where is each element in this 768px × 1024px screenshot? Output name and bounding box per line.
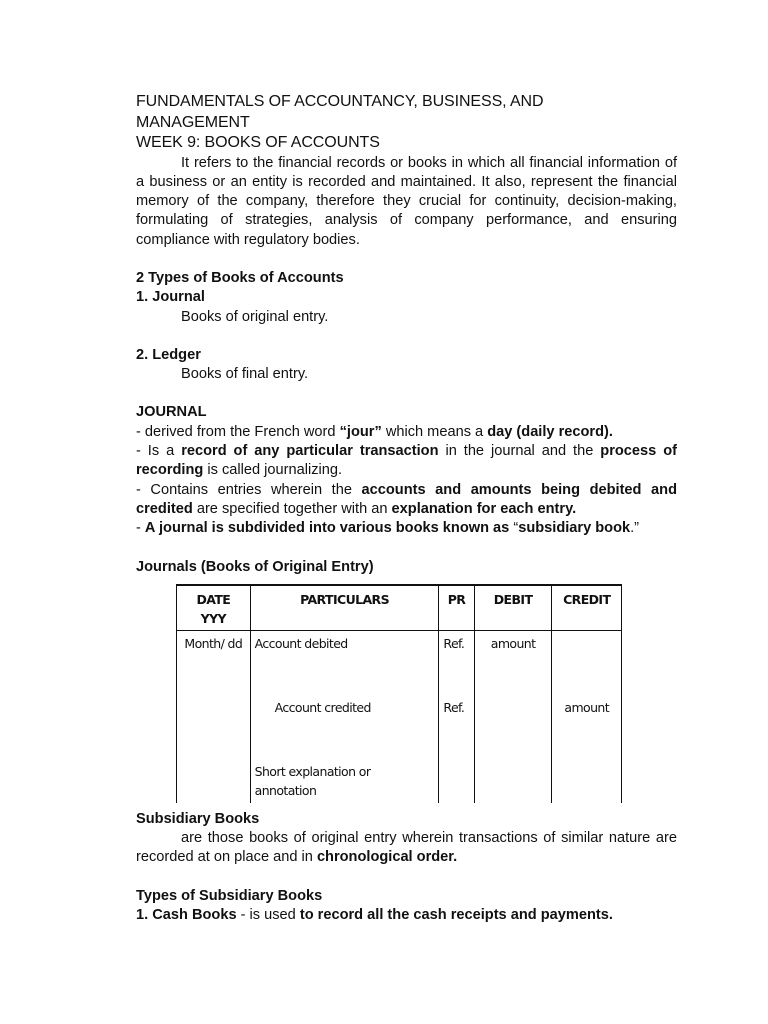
journal-bullet-1: - derived from the French word “jour” which means a day (daily record). [136,423,613,440]
title-line-1: FUNDAMENTALS OF ACCOUNTANCY, BUSINESS, AND [136,93,544,110]
document-page [136,92,677,925]
cell-debit [474,759,552,804]
cell-pr: Ref. [439,695,474,759]
cell-debit [474,695,552,759]
cell-particulars: Account credited [250,695,439,759]
journal-desc: Books of original entry. [181,308,329,325]
cell-credit [552,759,622,804]
journal-bullet-3: - Contains entries wherein the accounts and amounts being debited and credited are specified together with an explanation for each entry. [136,481,677,517]
cell-date [177,695,251,759]
subsidiary-types-heading: Types of Subsidiary Books [136,887,323,904]
journal-label: 1. Journal [136,289,205,306]
subsidiary-desc: are those books of original entry wherein transactions of similar nature are recorded at on place and in chronological order. [136,830,677,866]
journal-bullet-2: - Is a record of any particular transaction in the journal and the process of recording is called journalizing. [136,443,677,479]
cell-credit: amount [552,695,622,759]
table-row [177,759,622,804]
cell-date [177,759,251,804]
cell-pr [439,759,474,804]
cell-particulars: Account debited [250,630,439,695]
types-heading: 2 Types of Books of Accounts [136,269,344,286]
cell-credit [552,630,622,695]
journal-table-figure [176,584,622,799]
header-date: DATE YYY [177,585,251,631]
journal-heading: JOURNAL [136,404,207,421]
document-title [136,92,677,154]
header-credit: CREDIT [552,585,622,631]
header-pr: PR [439,585,474,631]
subsidiary-item-1: 1. Cash Books - is used to record all the cash receipts and payments. [136,907,613,924]
title-line-2: MANAGEMENT [136,113,250,131]
header-debit: DEBIT [474,585,552,631]
table-row [177,630,622,695]
cell-pr: Ref. [439,630,474,695]
journal-table-caption: Journals (Books of Original Entry) [136,558,374,575]
cell-date: Month/ dd [177,630,251,695]
subsidiary-heading: Subsidiary Books [136,810,260,827]
header-particulars: PARTICULARS [250,585,439,631]
intro-paragraph: It refers to the financial records or books in which all financial information of a business or an entity is recorded and maintained. It also, represent the financial memory of the company, therefore they crucial for continuity, decision-making, formulating of strategies, analysis of company performance, and ensuring compliance with regulatory bodies. [136,154,677,248]
ledger-label: 2. Ledger [136,346,201,363]
journal-table [176,584,622,804]
week-heading: WEEK 9: BOOKS OF ACCOUNTS [136,134,380,151]
journal-bullet-4: - A journal is subdivided into various books known as “subsidiary book.” [136,520,640,537]
table-header-row [177,585,622,631]
ledger-desc: Books of final entry. [181,366,309,383]
cell-debit: amount [474,630,552,695]
cell-particulars: Short explanation or annotation [250,759,439,804]
table-row [177,695,622,759]
